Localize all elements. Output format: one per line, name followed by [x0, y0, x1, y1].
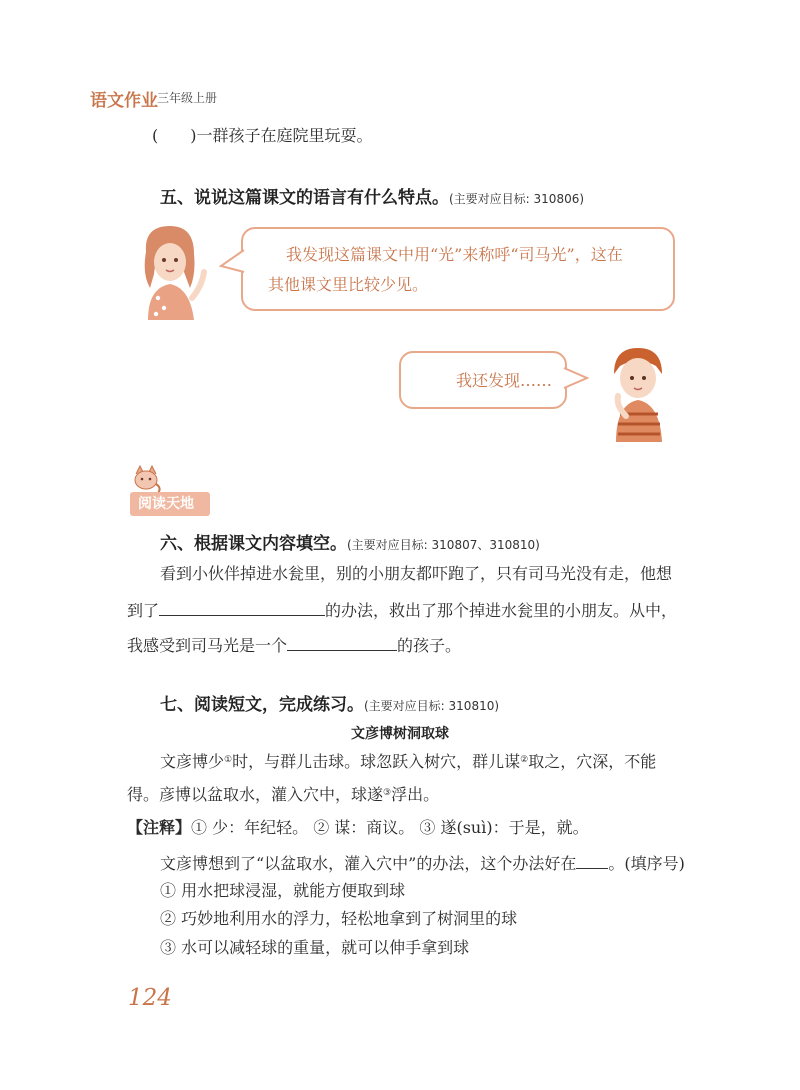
q6-target: (主要对应目标: 310807、310810): [347, 538, 540, 552]
story-line-1: [160, 752, 656, 772]
q7-question-text: 文彦博想到了“以盆取水，灌入穴中”的办法，这个办法好在: [160, 854, 577, 873]
answer-paren: ( ): [152, 126, 197, 145]
q7-heading: [160, 690, 499, 715]
boy-bubble-text: 我还发现……: [456, 371, 553, 390]
header-title: 语文作业: [90, 91, 158, 111]
cat-badge-icon: [128, 462, 164, 494]
story-text: 浮出。: [391, 785, 440, 804]
page-number: 124: [128, 985, 172, 1011]
story-text: 取之，穴深，不能: [528, 752, 657, 771]
q7-heading-text: 七、阅读短文，完成练习。: [160, 695, 364, 715]
story-text: 得。彦博以盆取水，灌入穴中，球遂: [127, 785, 384, 804]
boy-illustration: [606, 344, 670, 442]
girl-bubble-text: [268, 240, 623, 300]
q5-heading: [160, 183, 584, 208]
notes-text: ① 少：年纪轻。 ② 谋：商议。 ③ 遂(suì)：于是，就。: [191, 818, 589, 837]
q6-line-1: 看到小伙伴掉进水瓮里，别的小朋友都吓跑了，只有司马光没有走，他想: [160, 564, 673, 583]
girl-bubble-line-2: 其他课文里比较少见。: [268, 275, 429, 294]
q7-question: [160, 852, 685, 874]
note-marker-2: ②: [520, 755, 529, 765]
note-marker-3: ③: [383, 788, 392, 798]
q6-heading-text: 六、根据课文内容填空。: [160, 534, 347, 554]
story-text: 文彦博少: [160, 752, 225, 771]
q6-line-3: [127, 634, 461, 656]
option-1: ① 用水把球浸湿，就能方便取到球: [160, 881, 406, 900]
story-notes: [127, 818, 589, 838]
q5-heading-text: 五、说说这篇课文的语言有什么特点。: [160, 188, 449, 208]
story-line-2: [127, 785, 439, 805]
q6-line-3-end: 的孩子。: [397, 636, 462, 655]
reading-section-badge: 阅读天地: [130, 492, 210, 516]
note-marker-1: ①: [224, 755, 233, 765]
q4-line: [152, 126, 373, 146]
q4-text: 一群孩子在庭院里玩耍。: [196, 126, 373, 145]
girl-bubble-tail: [219, 248, 245, 274]
q6-line-2: [127, 599, 677, 621]
q5-target: (主要对应目标: 310806): [449, 192, 585, 206]
notes-label: 【注释】: [127, 818, 192, 837]
answer-blank-3[interactable]: [576, 852, 608, 869]
q7-question-end: 。(填序号): [608, 854, 685, 873]
q6-line-3-start: 我感受到司马光是一个: [127, 636, 288, 655]
boy-bubble-tail: [563, 366, 589, 390]
option-2: ② 巧妙地利用水的浮力，轻松地拿到了树洞里的球: [160, 909, 518, 928]
q6-line-2-end: 的办法，救出了那个掉进水瓮里的小朋友。从中，: [325, 601, 678, 620]
answer-blank-2[interactable]: [287, 634, 397, 651]
answer-blank-1[interactable]: [159, 599, 325, 616]
option-3: ③ 水可以减轻球的重量，就可以伸手拿到球: [160, 938, 470, 957]
girl-illustration: [132, 222, 212, 320]
story-text: 时，与群儿击球。球忽跃入树穴，群儿谋: [232, 752, 521, 771]
header-subtitle: 三年级上册: [157, 91, 218, 105]
q6-line-2-start: 到了: [127, 601, 160, 620]
girl-bubble-line-1: 我发现这篇课文中用“光”来称呼“司马光”，这在: [286, 245, 623, 264]
story-title: 文彦博树洞取球: [351, 726, 449, 742]
q7-target: (主要对应目标: 310810): [364, 699, 500, 713]
q6-heading: [160, 529, 540, 554]
